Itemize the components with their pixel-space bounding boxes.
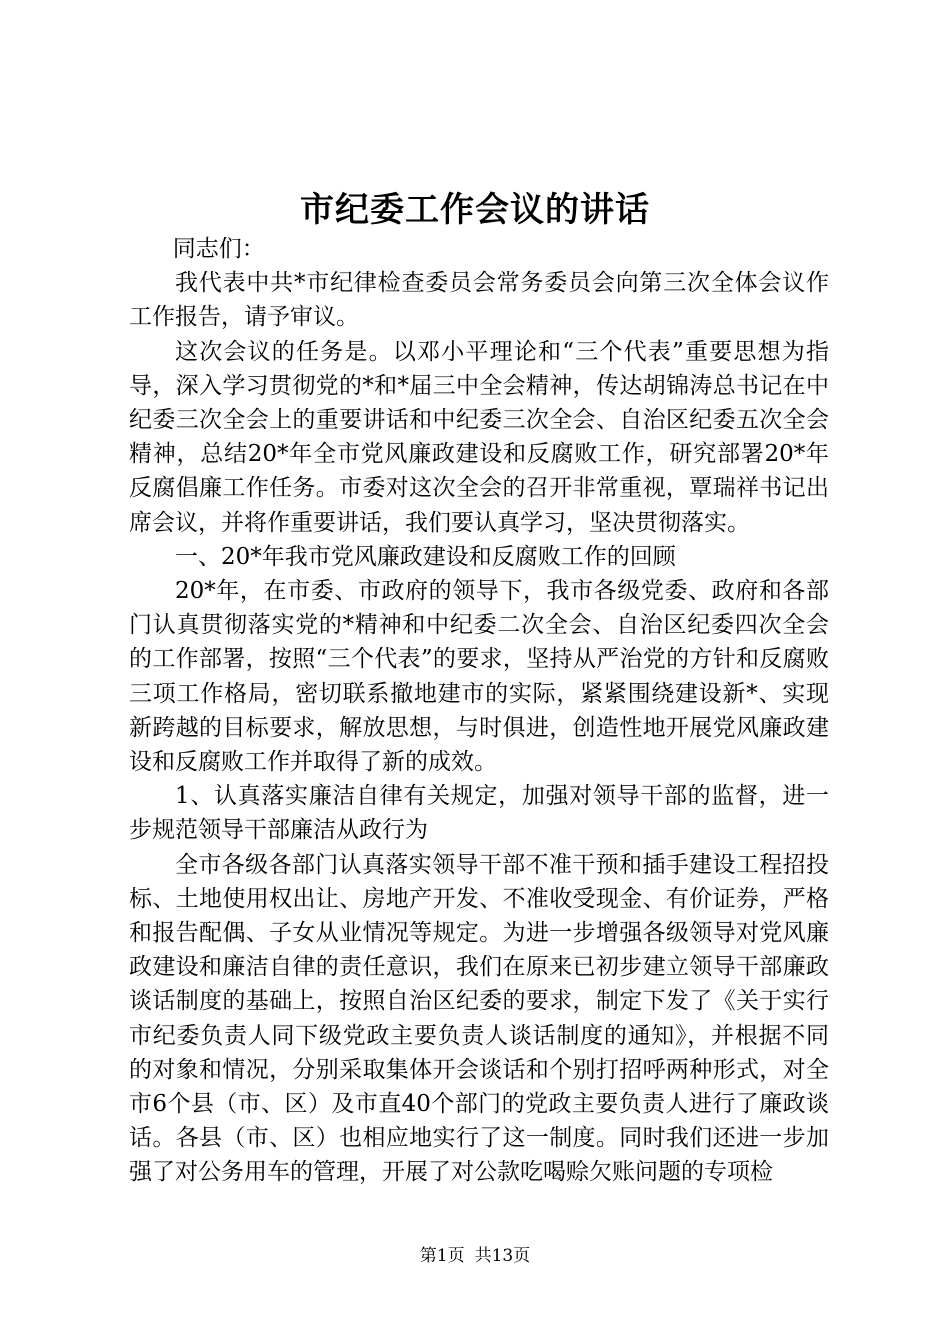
meeting-task-paragraph: 这次会议的任务是。以邓小平理论和“三个代表”重要思想为指导，深入学习贯彻党的*和*届三中全会精神，传达胡锦涛总书记在中纪委三次全会上的重要讲话和中纪委三次全会、自治区纪委五次全会精神，总结20*年全市党风廉政建设和反腐败工作，研究部署20*年反腐倡廉工作任务。市委对这次全会的召开非常重视，覃瑞祥书记出席会议，并将作重要讲话，我们要认真学习，坚决贯彻落实。 <box>129 338 829 536</box>
page-number: 第1页 <box>419 1246 465 1266</box>
salutation-paragraph: 同志们： <box>172 236 265 262</box>
regulation-paragraph: 全市各级各部门认真落实领导干部不准干预和插手建设工程招投标、土地使用权出让、房地产开发、不准收受现金、有价证券，严格和报告配偶、子女从业情况等规定。为进一步增强各级领导对党风廉政建设和廉洁自律的责任意识，我们在原来已初步建立领导干部廉政谈话制度的基础上，按照自治区纪委的要求，制定下发了《关于实行市纪委负责人同下级党政主要负责人谈话制度的通知》，并根据不同的对象和情况，分别采取集体开会谈话和个别打招呼两种形式，对全市6个县（市、区）及市直40个部门的党政主要负责人进行了廉政谈话。各县（市、区）也相应地实行了这一制度。同时我们还进一步加强了对公务用车的管理，开展了对公款吃喝赊欠账问题的专项检 <box>129 851 829 1186</box>
document-body <box>129 232 829 1190</box>
document-title: 市纪委工作会议的讲话 <box>300 190 650 230</box>
review-paragraph: 20*年，在市委、市政府的领导下，我市各级党委、政府和各部门认真贯彻落实党的*精神和中纪委二次全会、自治区纪委四次全会的工作部署，按照“三个代表”的要求，坚持从严治党的方针和反腐败三项工作格局，密切联系撤地建市的实际，紧紧围绕建设新*、实现新跨越的目标要求，解放思想，与时俱进，创造性地开展党风廉政建设和反腐败工作并取得了新的成效。 <box>129 578 829 776</box>
subsection-heading: 1、认真落实廉洁自律有关规定，加强对领导干部的监督，进一步规范领导干部廉洁从政行为 <box>129 783 829 844</box>
intro-paragraph: 我代表中共*市纪律检查委员会常务委员会向第三次全体会议作工作报告，请予审议。 <box>129 270 829 331</box>
section-heading: 一、20*年我市党风廉政建设和反腐败工作的回顾 <box>175 543 676 570</box>
page-footer <box>0 1241 950 1266</box>
page-total: 共13页 <box>474 1246 531 1266</box>
